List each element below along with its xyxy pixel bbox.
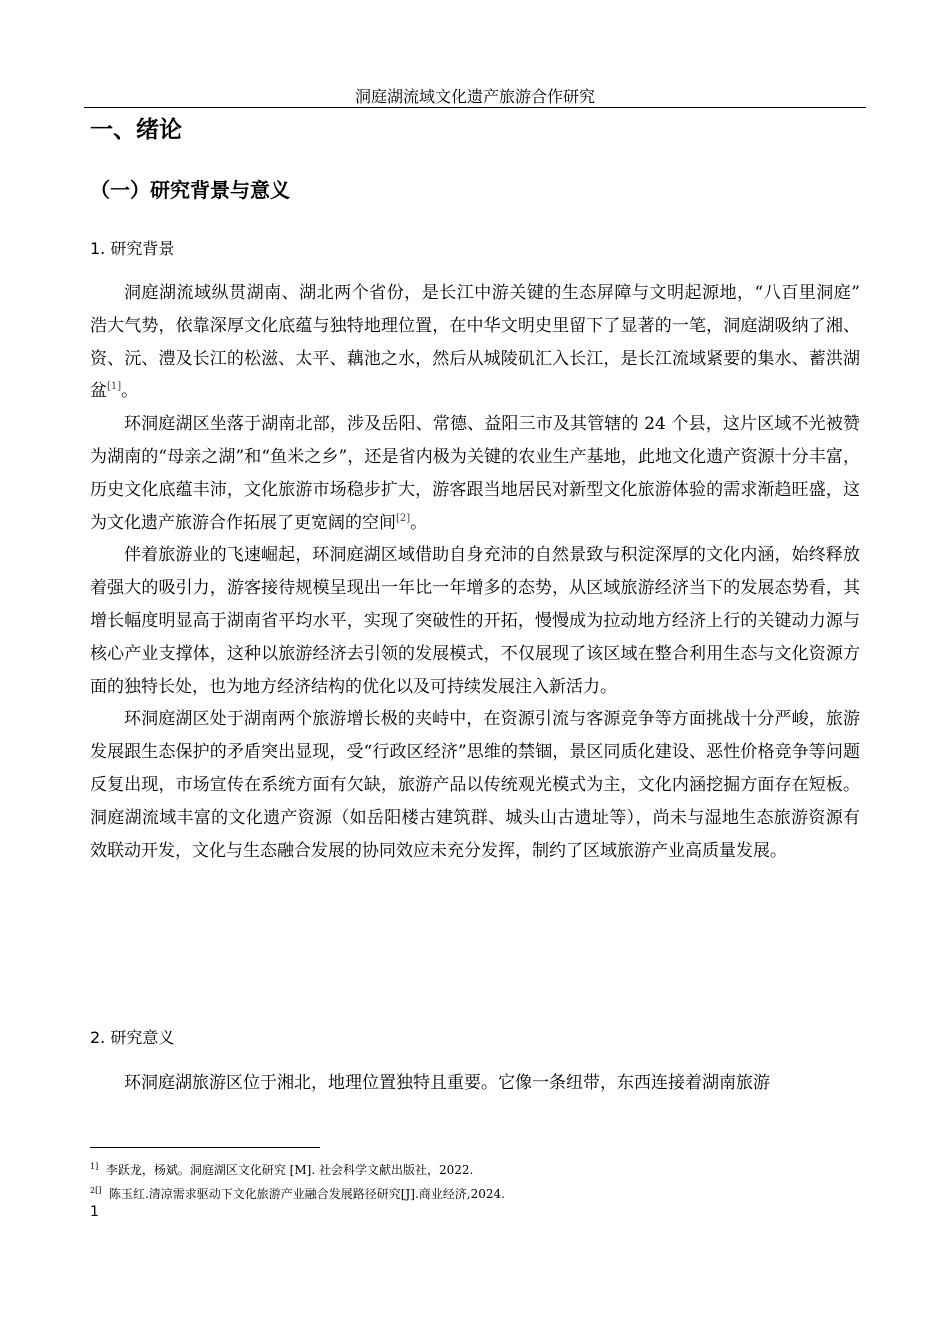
paragraph-text: 伴着旅游业的飞速崛起，环洞庭湖区域借助自身充沛的自然景致与积淀深厚的文化内涵，始终释放着强大的吸引力，游客接待规模呈现出一年比一年增多的态势，从区域旅游经济当下的发展态势看，其增长幅度明显高于湖南省平均水平，实现了突破性的开拓，慢慢成为拉动地方经济上行的关键动力源与核心产业支撑体，这种以旅游经济去引领的发展模式，不仅展现了该区域在整合利用生态与文化资源方面的独特长处，也为地方经济结构的优化以及可持续发展注入新活力。 [90, 545, 860, 697]
subsection-title-significance: 2. 研究意义 [90, 1028, 175, 1047]
chapter-title: 一、绪论 [90, 117, 182, 143]
paragraph [90, 408, 860, 539]
footnote-mark: 2 [90, 1186, 96, 1195]
paragraph-text: 环洞庭湖旅游区位于湘北，地理位置独特且重要。它像一条纽带，东西连接着湖南旅游 [124, 1073, 770, 1093]
citation-ref: [1] [107, 381, 122, 393]
paragraph-end: 。 [121, 381, 139, 402]
footnote-separator [90, 1147, 320, 1148]
paragraph-text: 环洞庭湖区坐落于湖南北部，涉及岳阳、常德、益阳三市及其管辖的 24 个县，这片区域不光被赞为湖南的“母亲之湖”和“鱼米之乡”，还是省内极为关键的农业生产基地，此地文化遗产资源十分丰富，历史文化底蕴丰沛，文化旅游市场稳步扩大，游客跟当地居民对新型文化旅游体验的需求渐趋旺盛，这为文化遗产旅游合作拓展了更宽阔的空间 [90, 414, 860, 533]
running-header: 洞庭湖流域文化遗产旅游合作研究 [354, 87, 595, 106]
paragraph-text: 洞庭湖流域纵贯湖南、湖北两个省份，是长江中游关键的生态屏障与文明起源地，“八百里洞庭” 浩大气势，依靠深厚文化底蕴与独特地理位置，在中华文明史里留下了显著的一笔，洞庭湖吸纳了湘、资、沅、澧及长江的松滋、太平、藕池之水，然后从城陵矶汇入长江，是长江流域紧要的集水、蓄洪湖盆 [90, 283, 860, 402]
footnote [90, 1158, 850, 1182]
footnote-bracket: ] [95, 1162, 99, 1171]
section-title: （一）研究背景与意义 [90, 178, 290, 202]
footnote-text: 陈玉红.清凉需求驱动下文化旅游产业融合发展路径研究[J].商业经济,2024. [108, 1187, 505, 1201]
footnote-text: 李跃龙，杨斌。洞庭湖区文化研究 [M]. 社会科学文献出版社，2022. [105, 1163, 474, 1177]
citation-ref: [2] [396, 512, 411, 524]
paragraph [90, 1067, 860, 1100]
footnote-bracket: [] [95, 1186, 102, 1195]
page-number: 1 [90, 1204, 99, 1220]
paragraph-end: 。 [410, 512, 428, 533]
background-body [90, 277, 860, 867]
significance-body [90, 1067, 860, 1100]
footnote-mark: 1 [90, 1162, 96, 1171]
footnote [90, 1182, 850, 1206]
paragraph [90, 277, 860, 408]
subsection-title-background: 1. 研究背景 [90, 239, 175, 258]
paragraph-text: 环洞庭湖区处于湖南两个旅游增长极的夹峙中，在资源引流与客源竞争等方面挑战十分严峻，旅游发展跟生态保护的矛盾突出显现，受“行政区经济”思维的禁锢，景区同质化建设、恶性价格竞争等问题反复出现，市场宣传在系统方面有欠缺，旅游产品以传统观光模式为主，文化内涵挖掘方面存在短板。洞庭湖流域丰富的文化遗产资源（如岳阳楼古建筑群、城头山古遗址等），尚未与湿地生态旅游资源有效联动开发，文化与生态融合发展的协同效应未充分发挥，制约了区域旅游产业高质量发展。 [90, 709, 860, 861]
paragraph [90, 703, 860, 867]
paragraph [90, 539, 860, 703]
header-rule [84, 107, 866, 108]
footnotes [90, 1158, 850, 1206]
